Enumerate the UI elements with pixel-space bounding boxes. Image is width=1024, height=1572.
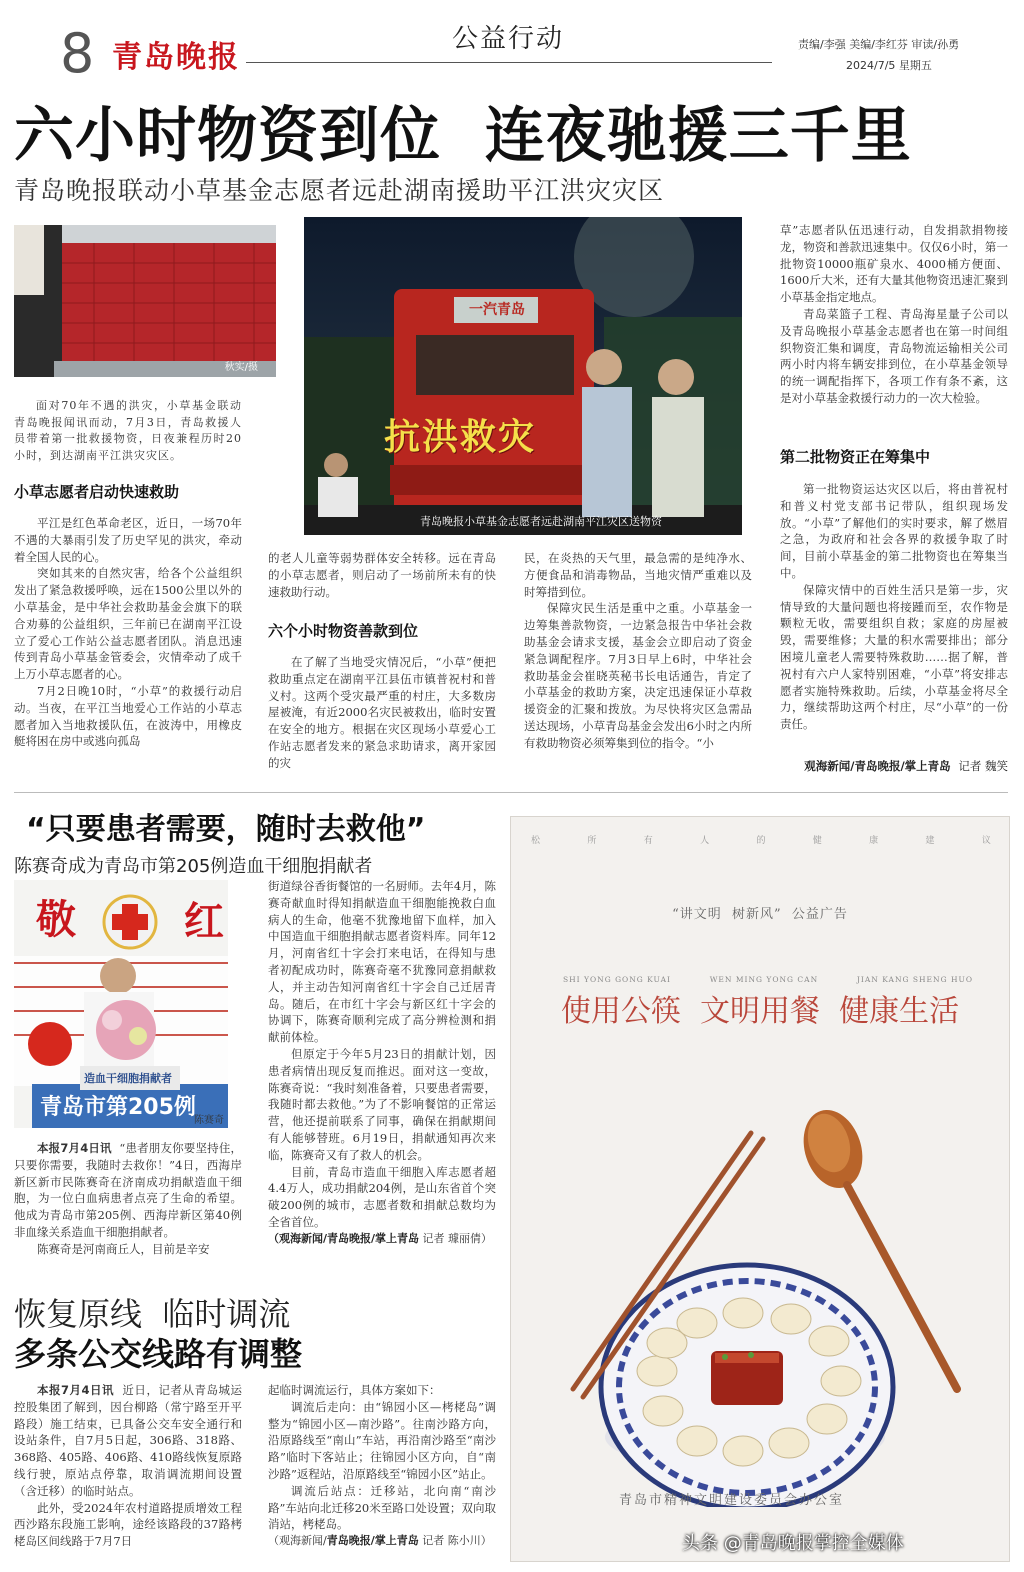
psa-pinyin <box>563 975 973 984</box>
donor-headline: “只要患者需要，随时去救他” <box>26 812 426 847</box>
article1-credit <box>780 758 1008 774</box>
main-headline: 六小时物资到位 连夜驰援三千里 <box>14 101 912 171</box>
editor-credits: 责编/李强 美编/李红芬 审读/孙勇 <box>798 38 960 51</box>
sign-main-text: 青岛市第205例 <box>40 1095 196 1120</box>
article1-lead: 面对70年不遇的洪灾，小草基金联动青岛晚报闻讯而动，7月3日，青岛救援人员带着第一批救援物资，日夜兼程历时20小时，到达湖南平江洪灾灾区。 <box>14 399 242 462</box>
article2-dateline: 本报7月4日讯 <box>37 1141 112 1155</box>
article3-left <box>14 1382 242 1550</box>
psa-top-letter: 松 <box>531 836 541 846</box>
psa-footer: 青岛市精神文明建设委员会办公室 <box>619 1493 845 1508</box>
article3-right-para: 起临时调流运行，具体方案如下： <box>268 1383 441 1397</box>
header-rule <box>246 62 772 63</box>
article3-credit-reporter: 记者 陈小川） <box>422 1534 492 1548</box>
article3-right-para: 调流后站点：迁移站，北向南“南沙路”车站向北迁移20米至路口处设置；双向取消站，栲栳岛。 <box>268 1483 496 1532</box>
issue-date: 2024/7/5 星期五 <box>846 59 932 72</box>
article2-left-para: 陈赛奇是河南商丘人，目前是辛安 <box>37 1241 210 1256</box>
article1-col4 <box>780 222 1008 407</box>
article1-col1-para: 平江是红色革命老区，近日，一场70年不遇的大暴雨引发了历史罕见的洪灾，牵动着全国人民的心。 <box>14 516 242 564</box>
psa-top-letters <box>531 833 991 846</box>
banner-char-right: 红 <box>184 898 224 945</box>
donor-photo-credit: 陈赛奇 <box>194 1115 224 1126</box>
section-title: 公益行动 <box>452 24 565 54</box>
watermark: 头条 @青岛晚报掌控全媒体 <box>682 1533 904 1554</box>
article2-right-para: 但原定于今年5月23日的捐献计划，因患者病情出现反复而推迟。面对这一变故，陈赛奇说：“我时刻准备着，只要患者需要，我随时都去救他。”为了不影响餐馆的正常运营，他还提前联系了同事，确保在捐献期间有人能够替班。6月19日，捐献通知再次来临，陈赛奇又有了救人的机会。 <box>268 1046 496 1162</box>
article1-col1-para: 突如其来的自然灾害，给各个公益组织发出了紧急救援呼唤，远在1500公里以外的小草基金，是中华社会救助基金会旗下的联合劝募的公益组织，三年前已在湖南平江设立了爱心工作站公益志愿者团队。消息迅速传到青岛小草基金管委会，灾情牵动了成千上万小草志愿者的心。 <box>14 566 242 682</box>
article1-col4-para: 草”志愿者队伍迅速行动，自发捐款捐物接龙，物资和善款迅速集中。仅仅6小时，第一批物资10000瓶矿泉水、4000桶方便面、1600斤大米，还有大量其他物资迅速汇聚到小草基金指定地点。 <box>780 223 1008 305</box>
psa-tagline: “讲文明 树新风” 公益广告 <box>672 907 848 922</box>
article1-col2b <box>268 654 496 772</box>
donor-subheadline: 陈赛奇成为青岛市第205例造血干细胞捐献者 <box>14 856 373 877</box>
psa-top-letter: 健 <box>812 836 822 846</box>
article1-col3 <box>524 550 752 752</box>
article3-dateline: 本报7月4日讯 <box>37 1383 115 1397</box>
article1-col2b-para: 在了解了当地受灾情况后，“小草”便把救助重点定在湖南平江县伍市镇普祝村和普义村。这两个受灾最严重的村庄，大多数房屋被淹，有近2000名灾民被救出，临时安置在安全的地方。根据在灾区现场小草爱心工作站志愿者发来的紧急求助请求，离开家园的灾 <box>268 655 496 770</box>
psa-top-letter: 有 <box>643 836 653 846</box>
truck-illustration <box>304 217 742 535</box>
supplies-illustration <box>14 225 276 377</box>
truck-cab-sign: 一汽青岛 <box>469 302 525 318</box>
psa-top-letter: 的 <box>756 836 766 846</box>
psa-top-letter: 议 <box>981 836 991 846</box>
article1-col4b <box>780 481 1008 733</box>
psa-slogan: 使用公筷 文明用餐 健康生活 <box>560 994 960 1029</box>
psa-pinyin-1: SHI YONG GONG KUAI <box>563 975 671 984</box>
article2-left <box>14 1140 242 1258</box>
psa-ad <box>510 816 1010 1562</box>
banner-char-left: 敬 <box>36 896 76 943</box>
article2-right-para: 街道绿谷香街餐馆的一名厨师。去年4月，陈赛奇献血时得知捐献造血干细胞能挽救白血病人的生命，他毫不犹豫地留下血样，加入中国造血干细胞捐献志愿者资料库。同年12月，河南省红十字会打来电话，在得知与患者初配成功时，陈赛奇毫不犹豫同意捐献救人，并主动告知河南省红十字会自己迁居青岛。随后，在市红十字会与新区红十字会的协调下，陈赛奇顺利完成了高分辨检测和捐献前体检。 <box>268 879 496 1045</box>
psa-top-letter: 人 <box>700 836 710 846</box>
article1-col4b-para: 保障灾情中的百姓生活只是第一步，灾情导致的大量问题也将接踵而至，农作物是颗粒无收，需要组织自救；家庭的房屋被毁，需要维修；大量的积水需要排出；部分困境儿童老人需要特殊救助……据了解，普祝村有六户人家特别困难，“小草”将安排志愿者实施特殊救助。后续，小草基金将尽全力，继续帮助这两个村庄，尽“小草”的一份责任。 <box>780 582 1008 732</box>
bus-headline-1: 恢复原线 临时调流 <box>14 1295 291 1333</box>
page-number: 8 <box>60 22 95 85</box>
photo-supplies <box>14 225 276 377</box>
article3-right <box>268 1382 496 1550</box>
photo-credit: 秋实/摄 <box>224 362 258 373</box>
chopsticks-plate-illustration <box>511 1067 1009 1507</box>
psa-top-letter: 所 <box>587 836 597 846</box>
article2-credit-outlets: （观海新闻/青岛晚报/掌上青岛 <box>268 1231 420 1245</box>
article1-subhead-2: 六个小时物资善款到位 <box>268 622 419 640</box>
article2-credit-reporter: 记者 璩丽倩） <box>422 1231 493 1245</box>
article2-right-para: 目前，青岛市造血干细胞入库志愿者超4.4万人，成功捐献204例，是山东省首个突破200例的城市，志愿者数和捐献总数均为全省首位。 <box>268 1164 496 1229</box>
article1-col3-para: 民，在炎热的天气里，最急需的是纯净水、方便食品和消毒物品，当地灾情严重难以及时筹措到位。 <box>524 551 752 599</box>
truck-banner-text: 抗洪救灾 <box>384 416 537 458</box>
psa-pinyin-2: WEN MING YONG CAN <box>709 975 819 984</box>
main-subheadline: 青岛晚报联动小草基金志愿者远赴湖南援助平江洪灾灾区 <box>14 176 665 205</box>
article1-col4-para: 青岛菜篮子工程、青岛海星量子公司以及青岛晚报小草基金志愿者也在第一时间组织物资汇集和调度，青岛物流运输相关公司两小时内将车辆安排到位，在小草基金领导的统一调配指挥下，各项工作有条不紊，这是对小草基金救援行动力的一次大检验。 <box>780 306 1008 405</box>
section-divider <box>14 792 1008 793</box>
article1-credit-reporter: 记者 魏笑 <box>958 759 1008 773</box>
article1-col2 <box>268 550 496 600</box>
article3-right-para: 调流后走向：由“锦园小区—栲栳岛”调整为“锦园小区—南沙路”。往南沙路方向，沿原路线至“南山”车站，再沿南沙路至“南沙路”临时下客站止；往锦园小区方向，自“南沙路”返程站，沿原路线至“锦园小区”站止。 <box>268 1399 496 1481</box>
article1-col1-para: 7月2日晚10时，“小草”的救援行动启动。当夜，在平江当地爱心工作站的小草志愿者加入当地救援队伍，在波涛中，用橡皮艇将困在房中或逃向孤岛 <box>14 683 242 749</box>
truck-photo-caption: 青岛晚报小草基金志愿者远赴湖南平江灾区送物资 <box>420 515 662 528</box>
article2-lead-text: “患者朋友你要坚持住，只要你需要，我随时去救你！”4日，西海岸新区新市民陈赛奇在济南成功捐献造血干细胞，为一位白血病患者点亮了生命的希望。他成为青岛市第205例、西海岸新区第40例非血缘关系造血干细胞捐献者。 <box>14 1141 242 1239</box>
psa-top-letter: 康 <box>869 836 879 846</box>
article3-credit-prefix: （观海新闻/ <box>268 1534 327 1548</box>
psa-pinyin-3: JIAN KANG SHENG HUO <box>856 975 973 984</box>
article1-col1 <box>14 515 242 750</box>
article1-subhead-1: 小草志愿者启动快速救助 <box>14 483 180 501</box>
donor-photo <box>14 880 228 1128</box>
article3-left-para <box>14 1382 242 1500</box>
article3-left-para: 此外，受2024年农村道路提质增效工程西沙路东段施工影响，途经该路段的37路栲栳岛区间线路于7月7日 <box>14 1500 242 1549</box>
sign-small-text: 造血干细胞捐献者 <box>84 1072 172 1085</box>
article3-credit <box>268 1533 496 1550</box>
article2-right <box>268 878 496 1248</box>
article3-credit-outlets: 青岛晚报/掌上青岛 <box>326 1534 419 1548</box>
photo-truck <box>304 217 742 535</box>
bus-headline-2: 多条公交线路有调整 <box>14 1335 303 1373</box>
article3-lead-text: 近日，记者从青岛城运控股集团了解到，因台柳路（常宁路至开平路段）施工结束，已具备公交车安全通行和设站条件，自7月5日起，306路、318路、368路、405路、406路、410路线恢复原路线行驶，原站点停靠，取消调流期间设置（含迁移）的临时站点。 <box>14 1383 243 1498</box>
article1-col2-para: 的老人儿童等弱势群体安全转移。远在青岛的小草志愿者，则启动了一场前所未有的快速救助行动。 <box>268 551 496 599</box>
paper-logo: 青岛晚报 <box>112 40 240 75</box>
article1-col4b-para: 第一批物资运达灾区以后，将由普祝村和普义村党支部书记带队，组织现场发放。“小草”了解他们的实时要求，解了燃眉之急，为政府和社会各界的救援争取了时间，目前小草基金的第二批物资也在筹集当中。 <box>780 482 1008 580</box>
article1-col3-para: 保障灾民生活是重中之重。小草基金一边筹集善款物资，一边紧急报告中华社会救助基金会请求支援，基金会立即启动了资金紧急调配程序。7月3日早上6时，中华社会救助基金会崔晓英秘书长电话通告，肯定了小草基金的救助方案，决定迅速保证小草救援资金的汇聚和拨放。为尽快将灾区急需品送达现场，小草青岛基金会发出6小时之内所有救助物资必须筹集到位的指令。“小 <box>524 601 752 750</box>
psa-top-letter: 建 <box>925 836 935 846</box>
article2-credit <box>268 1231 496 1248</box>
article2-left-para <box>14 1140 242 1241</box>
article1-credit-outlets: 观海新闻/青岛晚报/掌上青岛 <box>804 759 951 773</box>
article1-subhead-3: 第二批物资正在筹集中 <box>780 448 931 466</box>
